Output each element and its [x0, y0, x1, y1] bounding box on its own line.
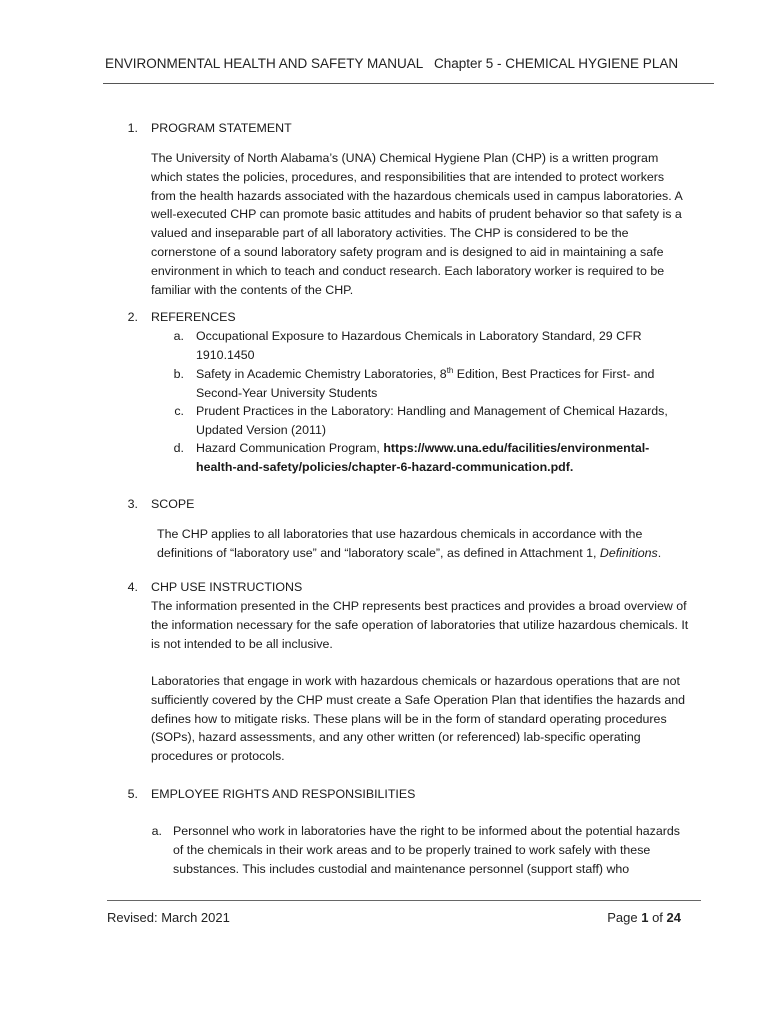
reference-d-text [196, 439, 676, 477]
reference-c-text: Prudent Practices in the Laboratory: Handling and Management of Chemical Hazards, Updated Version (2011) [196, 404, 668, 437]
section-3-title: SCOPE [151, 497, 195, 511]
footer-page-of: of [648, 910, 667, 925]
section-3-body [157, 525, 687, 563]
header-chapter-title: Chapter 5 - CHEMICAL HYGIENE PLAN [434, 56, 679, 71]
reference-b-letter: b. [173, 367, 184, 381]
reference-a-text: Occupational Exposure to Hazardous Chemicals in Laboratory Standard, 29 CFR 1910.1450 [196, 329, 642, 362]
section-4-paragraph-2: Laboratories that engage in work with hazardous chemicals or hazardous operations that are not sufficiently covered by the CHP must create a Safe Operation Plan that identifies the hazards and defines how to mitigate risks. These plans will be in the form of standard operating procedures (SOPs), hazard assessments, and any other written (or referenced) lab-specific operating procedures or protocols. [151, 674, 686, 764]
section-3-body-italic: Definitions [599, 545, 658, 560]
section-2-number: 2. [127, 310, 138, 324]
footer-rule [107, 900, 701, 901]
header-manual-title: ENVIRONMENTAL HEALTH AND SAFETY MANUAL [105, 56, 424, 71]
footer-page-current: 1 [641, 910, 649, 925]
footer-page-number [607, 909, 681, 928]
section-5-number: 5. [127, 787, 138, 801]
section-1-body: The University of North Alabama’s (UNA) Chemical Hygiene Plan (CHP) is a written program which states the policies, procedures, and responsibilities that are intended to protect workers from the health hazards associated with the hazardous chemicals used in campus laboratories. A well-executed CHP can promote basic attitudes and habits of prudent behavior so that safety is a valued and inseparable part of all laboratory activities. The CHP is considered to be the cornerstone of a sound laboratory safety program and is designed to aid in maintaining a safe environment in which to teach and conduct research. Each laboratory worker is required to be familiar with the contents of the CHP. [151, 151, 683, 297]
section-3-number: 3. [127, 497, 138, 511]
reference-b-sup: th [446, 366, 454, 375]
footer-revised-date: Revised: March 2021 [107, 910, 230, 925]
section-4-paragraph-1: The information presented in the CHP represents best practices and provides a broad overview of the information necessary for the safe operation of laboratories that utilize hazardous chemicals. It is not intended to be all inclusive. [151, 599, 689, 651]
reference-b-pre: Safety in Academic Chemistry Laboratories, 8 [196, 367, 447, 381]
reference-d-link[interactable]: https://www.una.edu/facilities/environmental-health-and-safety/policies/chapter-6-hazard-communication.pdf. [196, 441, 650, 474]
section-3-body-pre: The CHP applies to all laboratories that use hazardous chemicals in accordance with the definitions of “laboratory use” and “laboratory scale”, as defined in Attachment 1, [157, 527, 643, 560]
footer-page-total: 24 [666, 910, 681, 925]
reference-b-post: Edition, Best Practices for First- and Second-Year University Students [196, 367, 655, 400]
reference-d-letter: d. [173, 441, 184, 455]
section-5-a-text: Personnel who work in laboratories have the right to be informed about the potential hazards of the chemicals in their work areas and to be properly trained to work safely with these substances. This includes custodial and maintenance personnel (support staff) who [173, 824, 680, 876]
section-3-body-post: . [657, 545, 662, 560]
reference-d-pre: Hazard Communication Program, [196, 441, 384, 455]
section-4-title: CHP USE INSTRUCTIONS [151, 580, 303, 594]
section-1-number: 1. [127, 121, 138, 135]
section-4-number: 4. [127, 580, 138, 594]
section-5-a-letter: a. [151, 824, 162, 838]
section-5-title: EMPLOYEE RIGHTS AND RESPONSIBILITIES [151, 787, 416, 801]
reference-b-text [196, 365, 676, 403]
header-rule [103, 83, 714, 84]
reference-a-letter: a. [173, 329, 184, 343]
section-2-title: REFERENCES [151, 310, 236, 324]
section-1-title: PROGRAM STATEMENT [151, 121, 292, 135]
footer-page-label: Page [607, 910, 642, 925]
reference-c-letter: c. [174, 404, 184, 418]
